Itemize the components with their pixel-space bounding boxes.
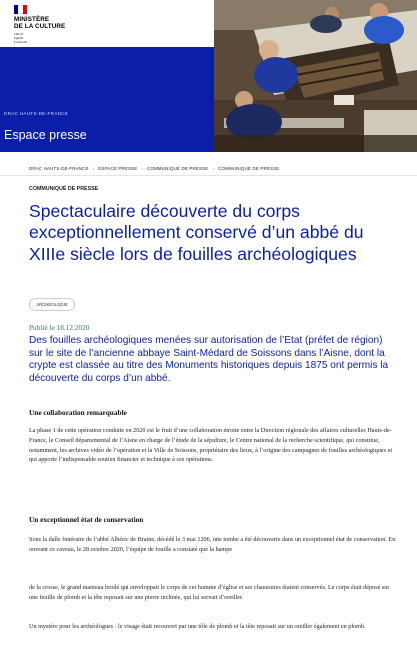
region-label[interactable]: DRAC HAUTS-DE-FRANCE — [4, 111, 69, 116]
article-lead: Des fouilles archéologiques menées sur autorisation de l’Etat (préfet de région) sur le site de l’ancienne abbaye Saint-Médard de Soissons dans l’Aisne, dont la crypte est classée au titre des Monuments historiques depuis 1875 ont permis la découverte du corps d’un abbé. — [29, 335, 389, 384]
republic-motto — [14, 32, 94, 44]
marianne-flag-icon — [14, 5, 27, 14]
breadcrumb-separator: › — [141, 166, 144, 171]
section1-paragraph: La phase 1 de cette opération conduite en 2020 est le fruit d’une collaboration étroite entre la Direction régionale des affaires culturelles Hauts-de-France, le Conseil départemental de l’Aisne en charge de l’étude de la sépulture, le Centre national de la recherche scientifique, qui constitue, notamment, les archives vidéo de l’opération et la Ville de Soissons, propriétaire des lieux, à l’origine des campagnes de fouilles archéologiques et qui apporte l’indispensable soutien financier et technique à ces opérations. — [29, 427, 393, 464]
breadcrumb-item-drac[interactable]: DRAC HAUTS-DE-FRANCE — [29, 166, 89, 171]
motto-egalite: Égalité — [14, 36, 24, 40]
breadcrumb-item-communique[interactable]: COMMUNIQUÉ DE PRESSE — [147, 166, 209, 171]
section-title: Espace presse — [4, 128, 87, 142]
section2-paragraph-3: Un mystère pour les archéologues : le visage était recouvert par une tôle de plomb et la tête reposait sur un oreiller également en plomb. — [29, 623, 366, 630]
article-kicker: COMMUNIQUÉ DE PRESSE — [29, 186, 99, 192]
breadcrumb-item-espace-presse[interactable]: ESPACE PRESSE — [98, 166, 138, 171]
ministry-name-line2: DE LA CULTURE — [14, 23, 66, 30]
breadcrumb-separator: › — [92, 166, 95, 171]
publication-date: Publié le 18.12.2020 — [29, 323, 90, 332]
motto-liberte: Liberté — [14, 32, 24, 36]
section2-paragraph-1: Sous la dalle funéraire de l’abbé Albéric de Braine, décédé le 3 mai 1206, une tombe a été découverte dans un exceptionnel état de conservation. En ouvrant ce caveau, le 28 octobre 2020, l’équipe de fouille a constaté que la hampe — [29, 536, 396, 553]
breadcrumb-separator: › — [212, 166, 215, 171]
section2-heading: Un exceptionnel état de conservation — [29, 515, 144, 524]
category-tag[interactable]: ARCHÉOLOGIE — [29, 298, 75, 311]
section2-paragraph-2: de la crosse, le grand manteau brodé qui enveloppait le corps de cet homme d’église et ses chaussures étaient conservés. Le corps était déposé sur une feuille de plomb et la tête reposait sur une pierre inclinée, qui lui servait d’oreiller. — [29, 584, 390, 601]
section1-heading: Une collaboration remarquable — [29, 408, 127, 417]
breadcrumb-divider — [0, 175, 417, 176]
page-header — [0, 0, 417, 152]
excavation-photo — [214, 0, 417, 152]
ministry-logo[interactable] — [14, 5, 94, 44]
motto-fraternite: Fraternité — [14, 40, 28, 44]
article-title: Spectaculaire découverte du corps exceptionnellement conservé d’un abbé du XIIIe siècle lors de fouilles archéologiques — [29, 201, 364, 264]
breadcrumb-item-current: COMMUNIQUÉ DE PRESSE — [218, 166, 280, 171]
breadcrumb — [29, 166, 399, 171]
ministry-name-line1: MINISTÈRE — [14, 16, 50, 23]
